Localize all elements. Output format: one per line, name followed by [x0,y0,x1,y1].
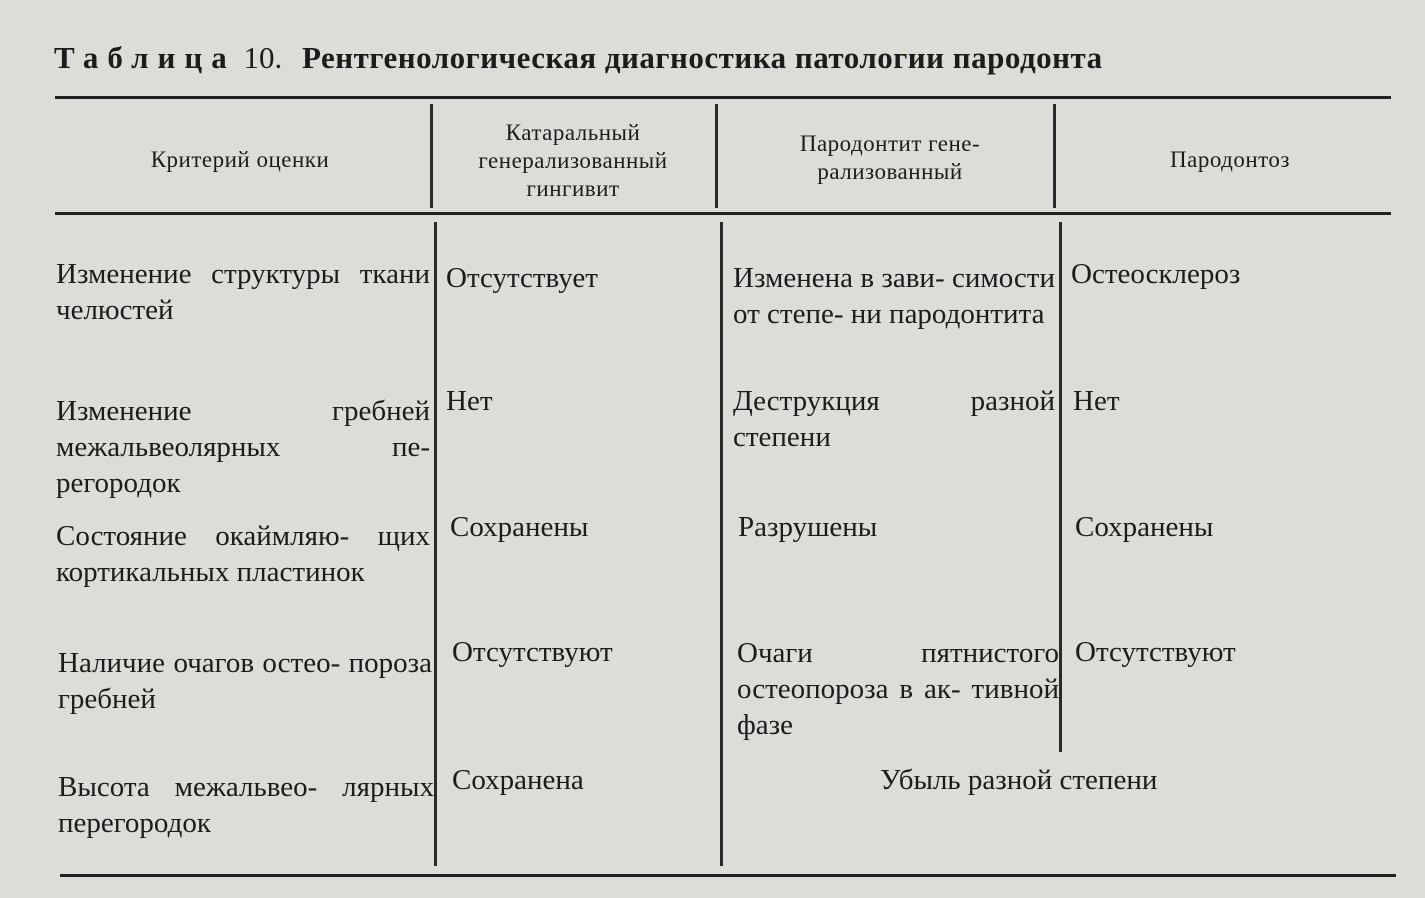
table-bottom-rule [60,874,1396,877]
header-periodontosis: Пародонтоз [1170,147,1290,172]
row1-periodontitis: Изменена в зави- симости от степе- ни пародонтита [733,262,1055,330]
row2-criterion: Изменение гребней межальвеолярных пе- регородок [56,395,430,499]
row2-periodontitis: Деструкция разной степени [733,385,1055,453]
row1-criterion: Изменение структуры ткани челюстей [56,258,430,326]
header-divider-1 [430,104,433,208]
table-title [54,40,1394,76]
top-rule [55,96,1391,99]
header-divider-2 [715,104,718,208]
header-divider-3 [1053,104,1056,208]
body-divider-2 [720,222,723,866]
row2-periodontosis: Нет [1073,385,1120,417]
row3-periodontosis: Сохранены [1075,511,1214,543]
body-divider-3 [1059,222,1062,752]
row1-periodontosis: Остеосклероз [1071,258,1241,290]
header-gingivitis: Катаральный генерализованный гингивит [478,120,668,201]
row4-gingivitis: Отсутствуют [452,636,613,668]
header-periodontitis: Пародонтит гене- рализованный [799,131,981,184]
row3-gingivitis: Сохранены [450,511,589,543]
table-label: Таблица [54,40,236,75]
row5-gingivitis: Сохранена [452,764,584,796]
row1-gingivitis: Отсутствует [446,262,598,294]
body-divider-1 [434,222,437,866]
row3-criterion: Состояние окаймляю- щих кортикальных пластинок [56,520,430,588]
row5-merged-periodontitis-periodontosis: Убыль разной степени [880,764,1158,796]
table-number: 10. [243,40,283,75]
row4-criterion: Наличие очагов остео- пороза гребней [58,647,432,715]
table-caption: Рентгенологическая диагностика патологии пародонта [302,40,1103,75]
header-criterion: Критерий оценки [150,147,330,172]
row4-periodontitis: Очаги пятнистого остеопороза в ак- тивной фазе [737,637,1059,741]
row5-criterion: Высота межальвео- лярных перегородок [58,771,434,839]
row2-gingivitis: Нет [446,385,493,417]
row3-periodontitis: Разрушены [738,511,878,543]
header-bottom-rule [55,212,1391,215]
row4-periodontosis: Отсутствуют [1075,636,1236,668]
